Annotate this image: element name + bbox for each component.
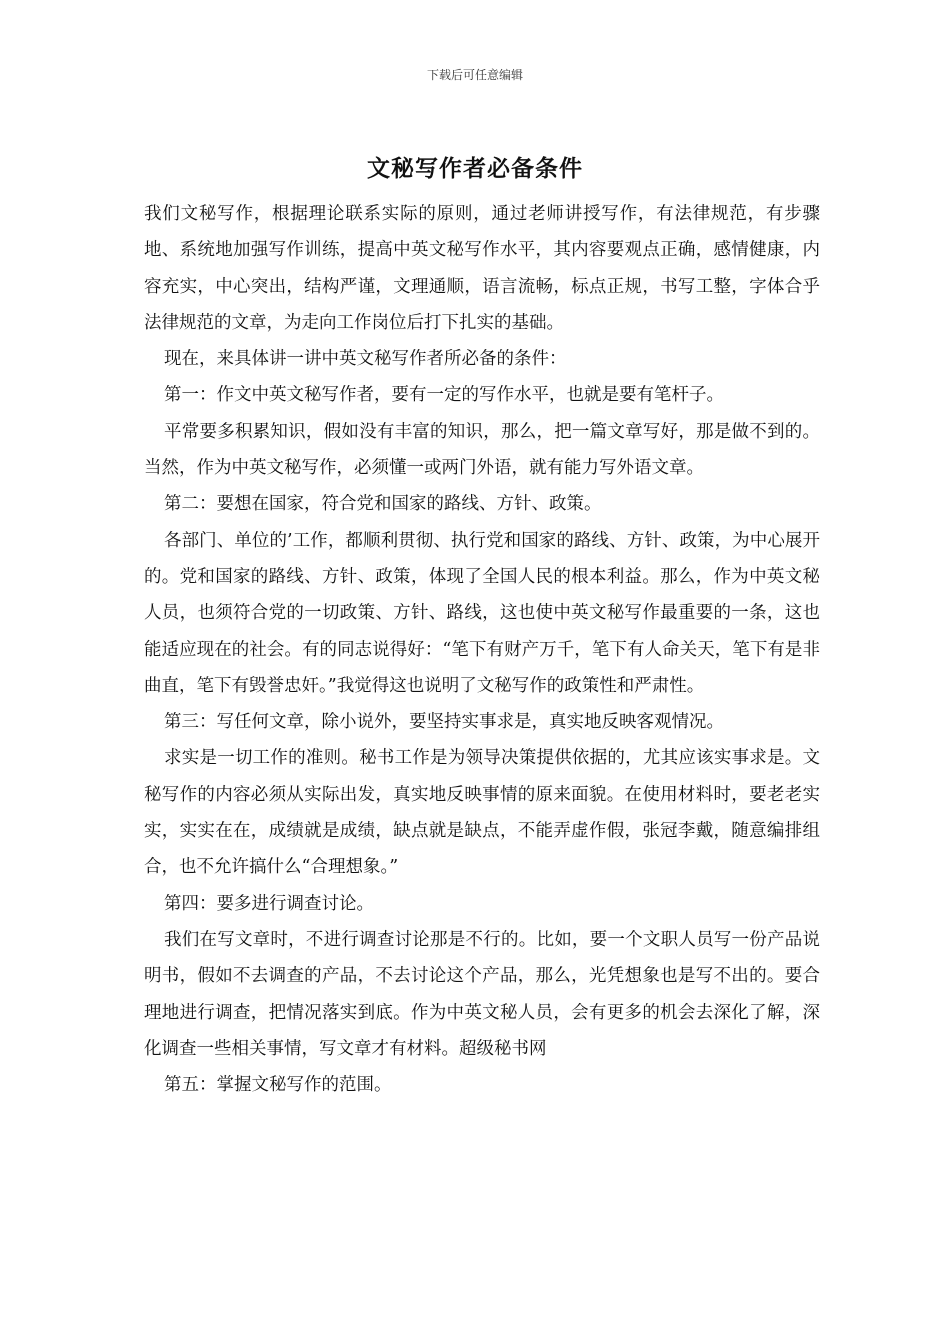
heading-point-5: 第五：掌握文秘写作的范围。: [164, 1075, 392, 1096]
paragraph-point-1: 平常要多积累知识，假如没有丰富的知识，那么，把一篇文章写好，那是做不到的。当然，作为中英文秘写作，必须懂一或两门外语，就有能力写外语文章。: [144, 421, 820, 479]
paragraph-lead: 现在，来具体讲一讲中英文秘写作者所必备的条件：: [164, 349, 567, 370]
paragraph-intro: 我们文秘写作，根据理论联系实际的原则，通过老师讲授写作，有法律规范，有步骤地、系统地加强写作训练，提高中英文秘写作水平，其内容要观点正确，感情健康，内容充实，中心突出，结构严谨，文理通顺，语言流畅，标点正规，书写工整，字体合乎法律规范的文章，为走向工作岗位后打下扎实的基础。: [144, 204, 820, 333]
paragraph-point-4: 我们在写文章时，不进行调查讨论那是不行的。比如，要一个文职人员写一份产品说明书，假如不去调查的产品，不去讨论这个产品，那么，光凭想象也是写不出的。要合理地进行调查，把情况落实到底。作为中英文秘人员，会有更多的机会去深化了解，深化调查一些相关事情，写文章才有材料。超级秘书网: [144, 929, 820, 1059]
heading-point-2: 第二：要想在国家，符合党和国家的路线、方针、政策。: [164, 494, 602, 515]
heading-point-3: 第三：写任何文章，除小说外，要坚持实事求是，真实地反映客观情况。: [164, 712, 724, 733]
paragraph-point-2: 各部门、单位的’工作，都顺利贯彻、执行党和国家的路线、方针、政策，为中心展开的。党和国家的路线、方针、政策，体现了全国人民的根本利益。那么，作为中英文秘人员，也须符合党的一切政策、方针、路线，这也使中英文秘写作最重要的一条，这也能适应现在的社会。有的同志说得好：“笔下有财产万千，笔下有人命关天，笔下有是非曲直，笔下有毁誉忠奸。”我觉得这也说明了文秘写作的政策性和严肃性。: [144, 530, 820, 696]
heading-point-4: 第四：要多进行调查讨论。: [164, 893, 374, 914]
document-body: [144, 196, 820, 1103]
paragraph-point-3: 求实是一切工作的准则。秘书工作是为领导决策提供依据的，尤其应该实事求是。文秘写作的内容必须从实际出发，真实地反映事情的原来面貌。在使用材料时，要老老实实，实实在在，成绩就是成绩，缺点就是缺点，不能弄虚作假，张冠李戴，随意编排组合，也不允许搞什么“合理想象。”: [144, 748, 820, 878]
page-header: 下载后可任意编辑: [426, 68, 523, 82]
document-title: 文秘写作者必备条件: [367, 155, 583, 182]
heading-point-1: 第一：作文中英文秘写作者，要有一定的写作水平，也就是要有笔杆子。: [164, 385, 724, 406]
